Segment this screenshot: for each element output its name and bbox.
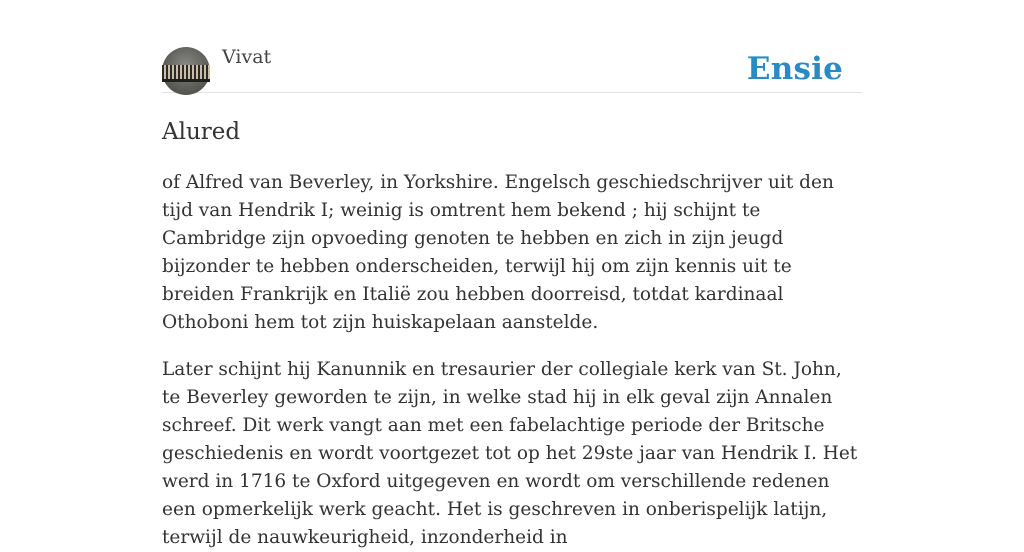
article-title: Alured [162,119,241,145]
author-name[interactable]: Vivat [222,46,272,68]
article-paragraph: of Alfred van Beverley, in Yorkshire. Engelsch geschiedschrijver uit den tijd van Hendrik I; weinig is omtrent hem bekend ; hij schijnt te Cambridge zijn opvoeding genoten te hebben en zich in zijn jeugd bijzonder te hebben onderscheiden, terwijl hij om zijn kennis uit te breiden Frankrijk en Italië zou hebben doorreisd, totdat kardinaal Othoboni hem tot zijn huiskapelaan aanstelde. [162,172,834,333]
bookshelf-image [162,65,210,79]
brand-logo[interactable]: Ensie [746,51,843,87]
article-paragraph: Later schijnt hij Kanunnik en tresaurier der collegiale kerk van St. John, te Beverley geworden te zijn, in welke stad hij in elk geval zijn Annalen schreef. Dit werk vangt aan met een fabelachtige periode der Britsche geschiedenis en wordt voortgezet tot op het 29ste jaar van Hendrik I. Het werd in 1716 te Oxford uitgegeven en wordt om verschillende redenen een opmerkelijk werk geacht. Het is geschreven in onberispelijk latijn, terwijl de nauwkeurigheid, inzonderheid in [162,359,858,548]
header [162,0,862,93]
article-body [162,169,862,552]
page [162,0,862,548]
author-avatar[interactable] [162,47,210,95]
bookshelf-band [162,79,210,82]
